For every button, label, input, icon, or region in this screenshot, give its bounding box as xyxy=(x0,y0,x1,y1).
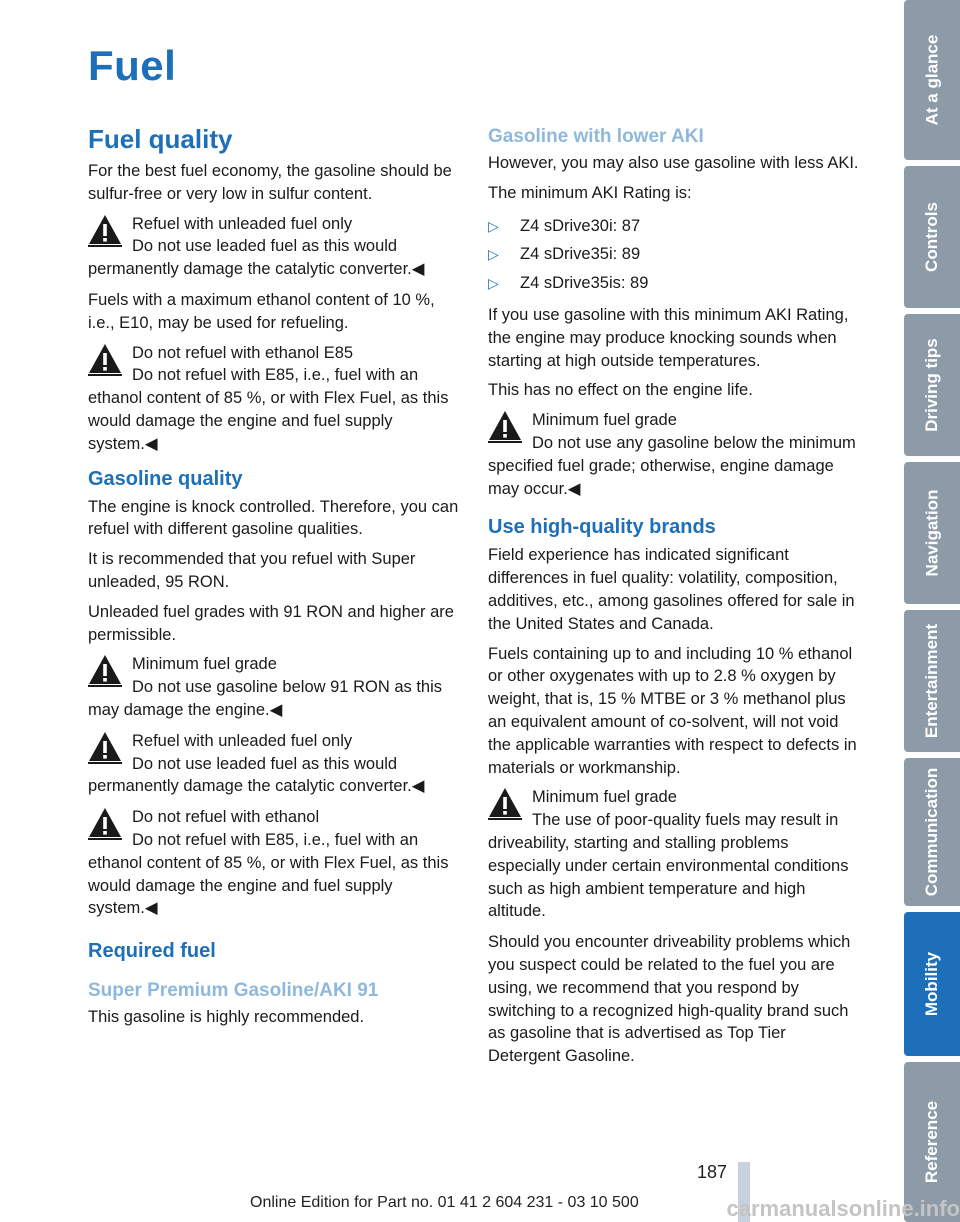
tab-entertainment[interactable]: Entertainment xyxy=(904,610,960,752)
list-item: ▷ Z4 sDrive30i: 87 xyxy=(488,212,862,241)
warning-box xyxy=(88,342,462,456)
heading-super-premium: Super Premium Gasoline/AKI 91 xyxy=(88,980,379,1002)
list-item: ▷ Z4 sDrive35is: 89 xyxy=(488,269,862,298)
page-title: Fuel xyxy=(88,42,177,89)
warning-body: Do not use leaded fuel as this would permanently damage the catalytic converter.◀ xyxy=(88,237,425,279)
warning-box xyxy=(88,730,462,798)
paragraph: Fuels containing up to and including 10 % ethanol or other oxygenates with up to 2.8 % oxygen by weight, that is, 15 % MTBE or 3 % methanol plus an equivalent amount of co-solvent, will not void the applicable warranties with respect to defects in materials or workmanship. xyxy=(488,644,857,777)
warning-body: Do not refuel with E85, i.e., fuel with an ethanol content of 85 %, or with Flex Fuel, as this would damage the engine and fuel supply system.◀ xyxy=(88,830,449,918)
left-column xyxy=(88,124,462,1036)
tab-communication[interactable]: Communication xyxy=(904,758,960,906)
warning-body: Do not use gasoline below 91 RON as this may damage the engine.◀ xyxy=(88,678,443,719)
paragraph: It is recommended that you refuel with Super unleaded, 95 RON. xyxy=(88,550,416,591)
warning-box xyxy=(488,409,862,500)
list-item: ▷ Z4 sDrive35i: 89 xyxy=(488,240,862,269)
triangle-bullet-icon: ▷ xyxy=(488,246,499,263)
heading-high-quality-brands: Use high-quality brands xyxy=(488,516,716,539)
page-number: 187 xyxy=(697,1162,728,1182)
warning-triangle-icon xyxy=(488,786,522,820)
tab-mobility[interactable]: Mobility xyxy=(904,912,960,1056)
paragraph: For the best fuel economy, the gasoline should be sulfur-free or very low in sulfur content. xyxy=(88,162,452,203)
tab-navigation[interactable]: Navigation xyxy=(904,462,960,604)
paragraph: If you use gasoline with this minimum AKI Rating, the engine may produce knocking sounds when starting at high outside temperatures. xyxy=(488,305,849,370)
paragraph: Should you encounter driveability problems which you suspect could be related to the fuel you are using, we recommend that you respond by switching to a recognized high-quality brand such as gasoline that is advertised as Top Tier Detergent Gasoline. xyxy=(488,933,851,1066)
triangle-bullet-icon: ▷ xyxy=(488,275,499,292)
warning-title: Minimum fuel grade xyxy=(532,411,677,430)
warning-triangle-icon xyxy=(88,653,122,687)
warning-title: Do not refuel with ethanol E85 xyxy=(132,343,354,362)
warning-triangle-icon xyxy=(88,213,122,247)
heading-gasoline-quality: Gasoline quality xyxy=(88,467,243,490)
triangle-bullet-icon: ▷ xyxy=(488,217,499,234)
paragraph: Unleaded fuel grades with 91 RON and higher are permissible. xyxy=(88,602,454,644)
tab-driving-tips[interactable]: Driving tips xyxy=(904,314,960,456)
paragraph: This gasoline is highly recommended. xyxy=(88,1008,365,1027)
heading-required-fuel: Required fuel xyxy=(88,940,216,963)
warning-body: Do not use leaded fuel as this would permanently damage the catalytic converter.◀ xyxy=(88,754,425,796)
tab-controls[interactable]: Controls xyxy=(904,166,960,308)
warning-triangle-icon xyxy=(88,806,122,840)
warning-box xyxy=(488,786,862,923)
paragraph: However, you may also use gasoline with less AKI. xyxy=(488,154,859,172)
warning-triangle-icon xyxy=(88,342,122,376)
watermark: carmanualsonline.info xyxy=(726,1196,960,1221)
warning-title: Refuel with unleaded fuel only xyxy=(132,214,353,233)
heading-fuel-quality: Fuel quality xyxy=(88,124,233,154)
paragraph: Fuels with a maximum ethanol content of 10 %, i.e., E10, may be used for refueling. xyxy=(88,290,435,332)
right-column xyxy=(488,124,862,1075)
warning-triangle-icon xyxy=(488,409,522,443)
warning-triangle-icon xyxy=(88,730,122,764)
paragraph: The minimum AKI Rating is: xyxy=(488,183,692,202)
tab-reference[interactable]: Reference xyxy=(904,1062,960,1222)
warning-title: Minimum fuel grade xyxy=(532,788,677,807)
aki-list xyxy=(488,212,862,298)
heading-lower-aki: Gasoline with lower AKI xyxy=(488,126,704,147)
warning-box xyxy=(88,653,462,721)
warning-title: Do not refuel with ethanol xyxy=(132,808,320,827)
chapter-tabs xyxy=(904,0,960,1222)
footer-text: Online Edition for Part no. 01 41 2 604 231 - 03 10 500 xyxy=(250,1194,639,1211)
paragraph: This has no effect on the engine life. xyxy=(488,381,753,400)
paragraph: Field experience has indicated significant differences in fuel quality: volatility, composition, additives, etc., among gasolines offered for sale in the United States and Canada. xyxy=(488,546,855,633)
warning-body: Do not refuel with E85, i.e., fuel with an ethanol content of 85 %, or with Flex Fuel, as this would damage the engine and fuel supply system.◀ xyxy=(88,366,449,453)
warning-body: Do not use any gasoline below the minimum specified fuel grade; otherwise, engine damage may occur.◀ xyxy=(488,433,856,498)
tab-at-a-glance[interactable]: At a glance xyxy=(904,0,960,160)
paragraph: The engine is knock controlled. Therefore, you can refuel with different gasoline qualities. xyxy=(88,497,459,539)
warning-body: The use of poor-quality fuels may result in driveability, starting and stalling problems especially under certain environmental conditions such as high ambient temperature and high altitude. xyxy=(488,811,849,921)
warning-box xyxy=(88,213,462,281)
warning-box xyxy=(88,806,462,920)
warning-title: Refuel with unleaded fuel only xyxy=(132,731,353,750)
warning-title: Minimum fuel grade xyxy=(132,655,277,674)
